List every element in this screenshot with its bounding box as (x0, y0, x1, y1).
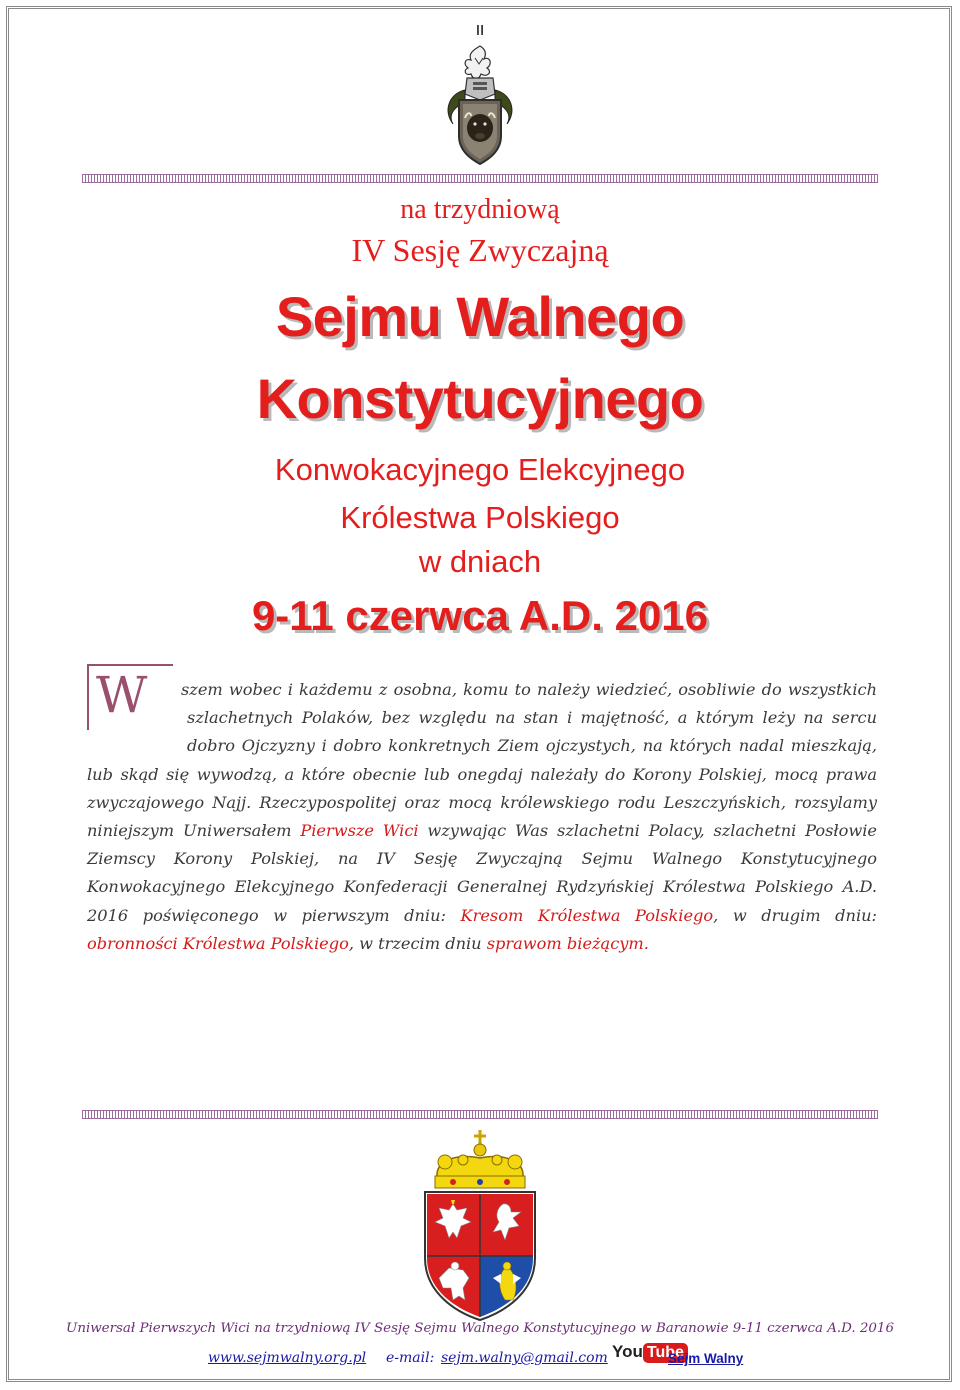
page-number: II (475, 22, 485, 39)
royal-crest-crowned-icon (405, 1128, 555, 1327)
body-text-3: , w drugim dniu: (713, 905, 877, 925)
top-divider (82, 174, 878, 183)
heading-title-1: Sejmu Walnego (275, 285, 685, 348)
heading-title-2: Konstytucyjnego (256, 367, 704, 430)
coat-of-arms-bison-icon (435, 44, 525, 173)
body-highlight-obronnosc: obronności Królestwa Polskiego (87, 933, 349, 953)
youtube-you: You (612, 1342, 643, 1361)
email-link[interactable]: sejm.walny@gmail.com (441, 1350, 608, 1366)
bottom-divider (82, 1110, 878, 1119)
body-text-1: szem wobec i każdemu z osobna, komu to należy wiedzieć, osobliwie do wszystkich szlachetnych Polaków, bez względu na stan i majętność, a którym leży na sercu dobro Ojczyzny i dobro konkretnych Ziem ojczystych, na których nadal mieszkają, lub skąd się wywodzą, a które obecnie lub onegdaj należały do Korony Polskiej, mocą prawa zwyczajowego Najj. Rzeczypospolitej oraz mocą królewskiego rodu Leszczyńskich, rozsylamy niniejszym Uniwersałem (87, 680, 877, 841)
channel-link[interactable]: Sejm Walny (668, 1351, 744, 1366)
heading-line-7: w dniach (418, 544, 542, 579)
dropcap-letter: W (96, 666, 148, 724)
body-text-2: wzywając Was szlachetni Polacy, szlachetni Posłowie Ziemscy Korony Polskiej, na IV Sesję Zwyczajną Sejmu Walnego Konstytucyjnego Konwokacyjnego Elekcyjnego Konfederacji Generalnej Rydzyńskiej Królestwa Polskiego A.D. 2016 poświęconego w pierwszym dniu: (87, 821, 878, 925)
body-paragraph (87, 676, 877, 958)
heading-line-6: Królestwa Polskiego (340, 500, 620, 535)
email-label: e-mail: (386, 1350, 435, 1366)
heading-date: 9-11 czerwca A.D. 2016 (251, 592, 709, 639)
footer-links (0, 1342, 960, 1376)
website-link[interactable]: www.sejmwalny.org.pl (208, 1350, 367, 1366)
youtube-tube: Tube (643, 1343, 688, 1363)
footer-caption: Uniwersał Pierwszych Wici na trzydniową IV Sesję Sejmu Walnego Konstytucyjnego w Baranowie 9-11 czerwca A.D. 2016 (66, 1321, 894, 1336)
body-highlight-kresy: Kresom Królestwa Polskiego (460, 905, 714, 925)
body-text-4: , w trzecim dniu (348, 933, 487, 953)
heading-line-1: na trzydniową (400, 194, 560, 225)
heading-line-2: IV Sesję Zwyczajną (351, 232, 609, 268)
body-highlight-sprawy: sprawom bieżącym. (486, 933, 649, 953)
body-highlight-wici: Pierwsze Wici (300, 821, 419, 841)
heading-line-5: Konwokacyjnego Elekcyjnego (274, 452, 686, 487)
